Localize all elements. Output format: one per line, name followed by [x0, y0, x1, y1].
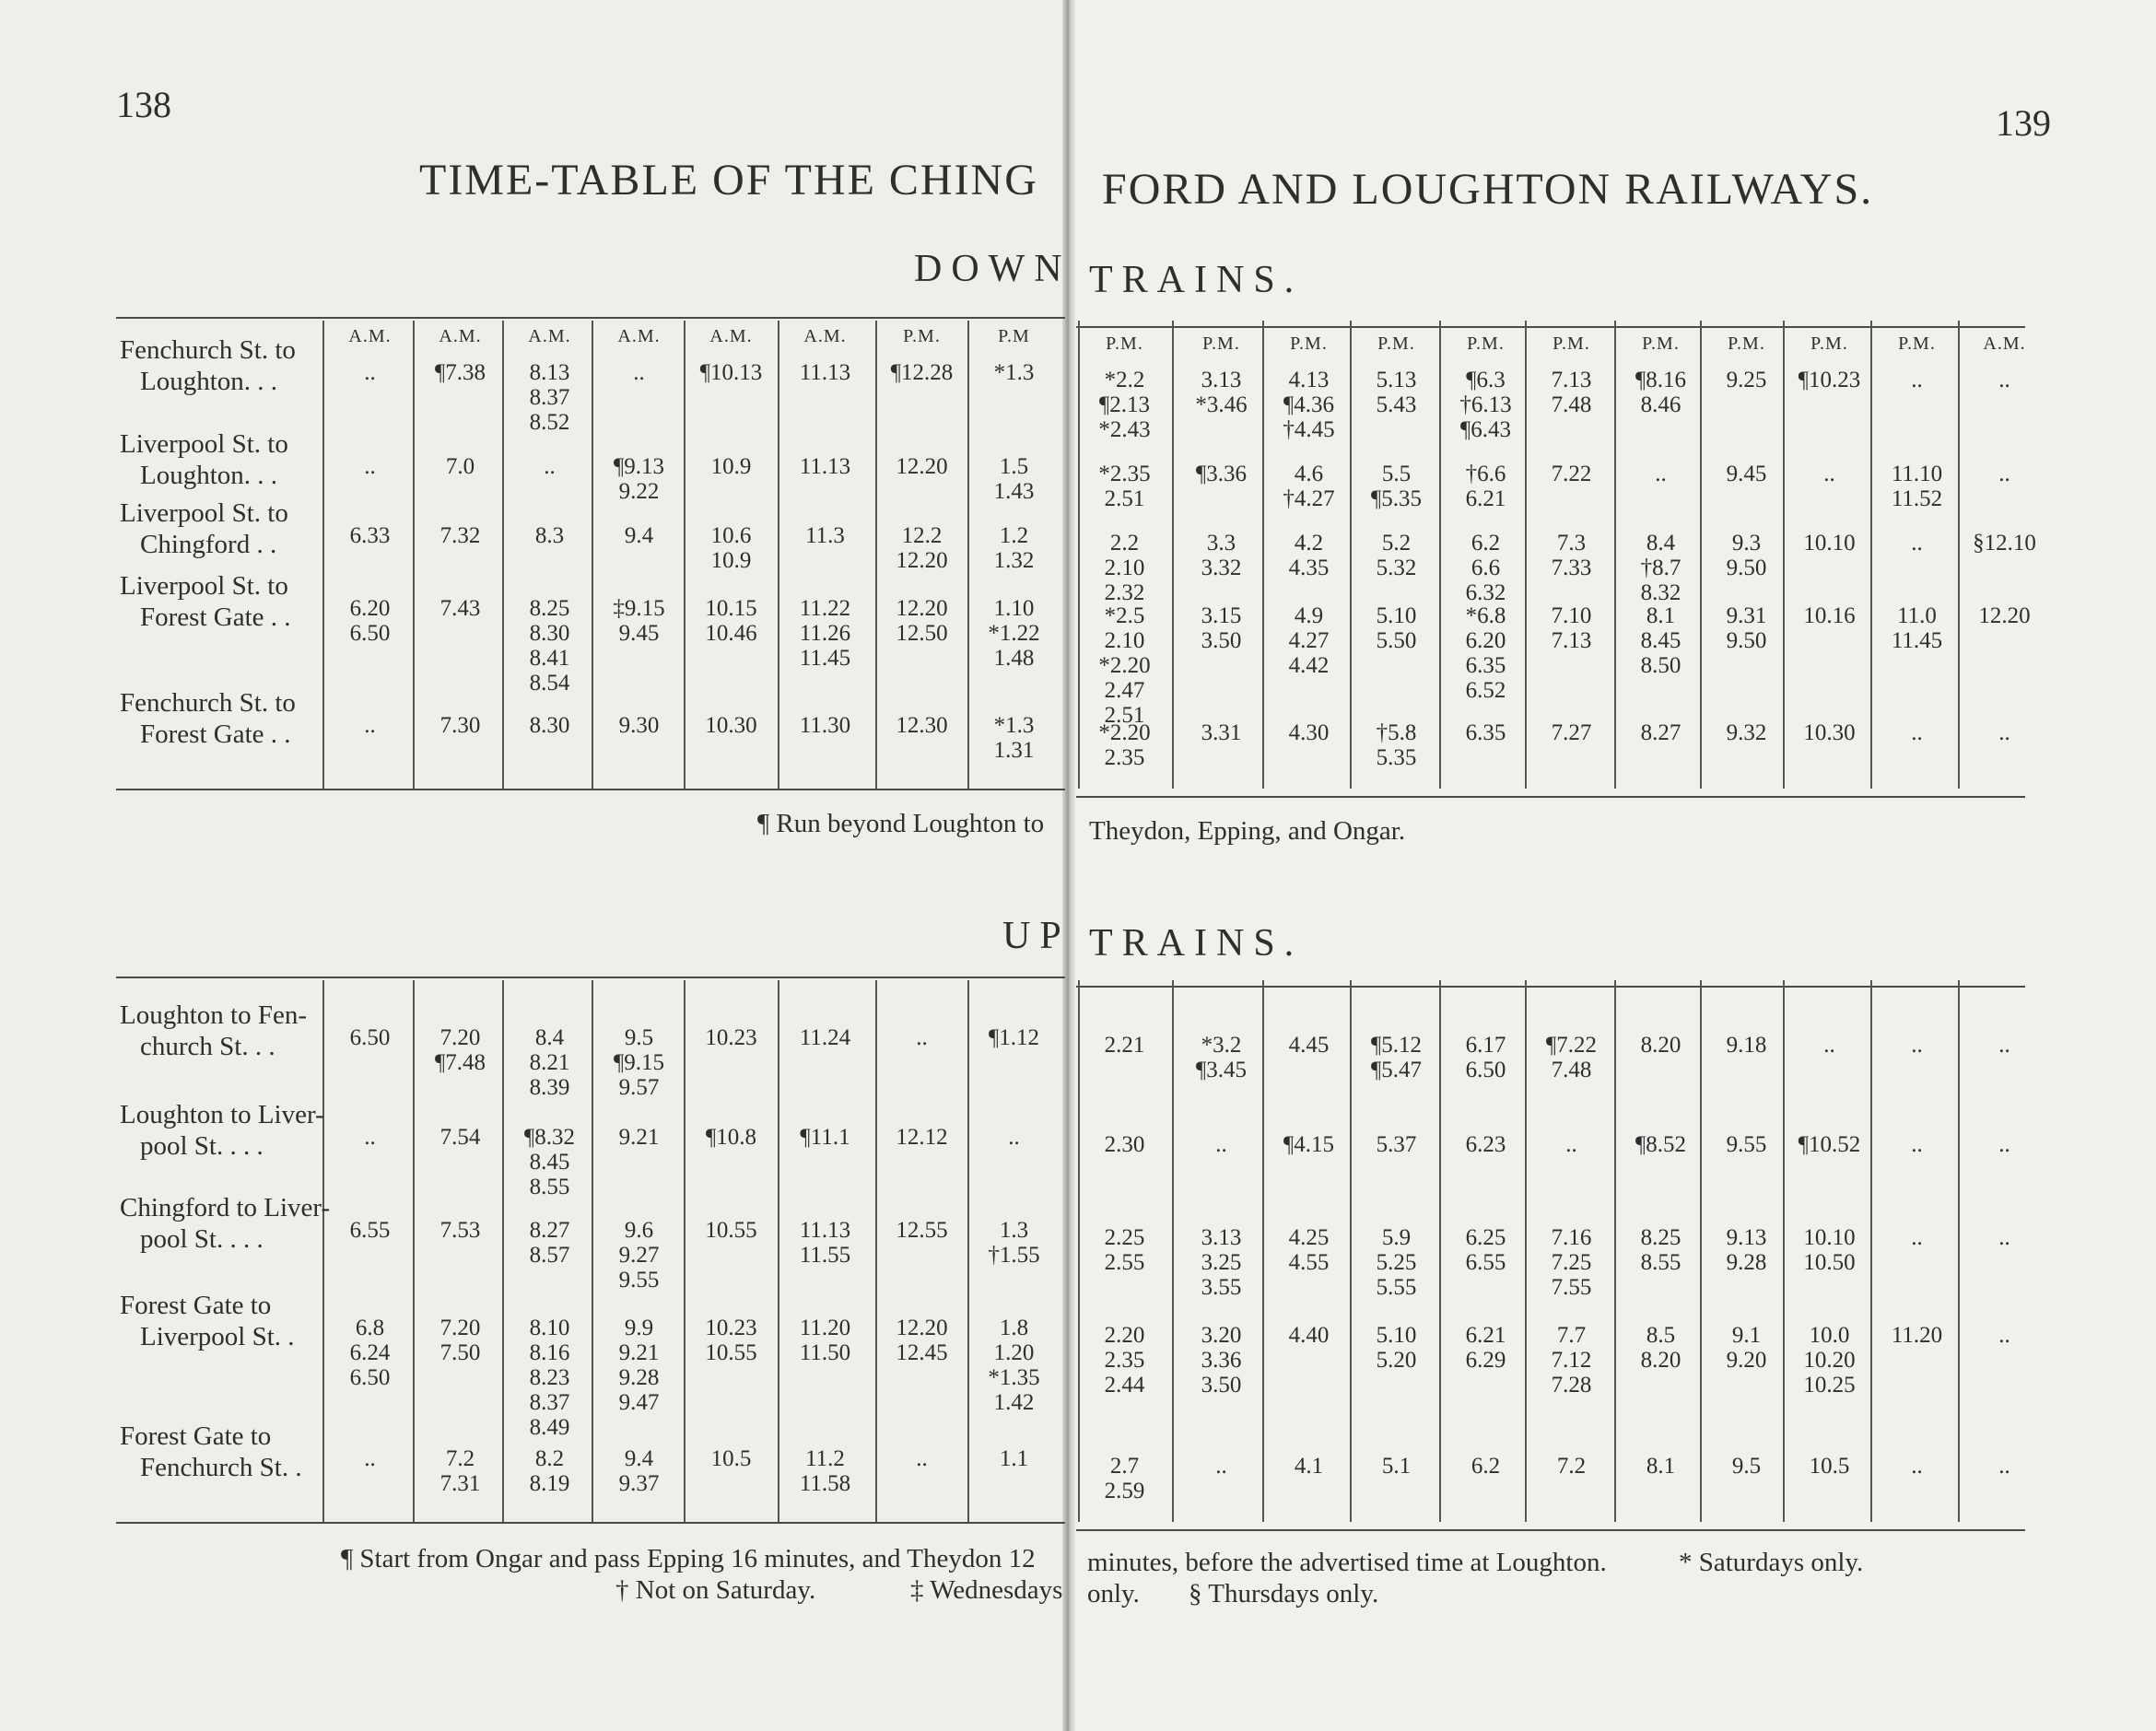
down-station-line2: Chingford . .: [140, 530, 277, 559]
up-time-cell: ..: [364, 1125, 376, 1150]
down-time-cell: 4.13 ¶4.36 †4.45: [1283, 368, 1335, 442]
page-number-left: 138: [116, 84, 171, 125]
up-time-cell: 5.37: [1376, 1132, 1417, 1157]
down-time-cell: ..: [633, 360, 645, 385]
up-time-cell: 12.20 12.45: [896, 1316, 948, 1365]
down-time-cell: 10.30: [1803, 720, 1856, 745]
down-time-cell: ..: [364, 454, 376, 479]
title-right: FORD AND LOUGHTON RAILWAYS.: [1102, 165, 1874, 214]
down-time-cell: 7.30: [439, 713, 481, 738]
up-time-cell: 12.55: [896, 1218, 948, 1243]
down-time-cell: 9.32: [1726, 720, 1767, 745]
down-time-cell: 12.30: [896, 713, 948, 738]
down-column-rule: [875, 321, 877, 789]
down-time-cell: 5.5 ¶5.35: [1370, 462, 1423, 511]
down-station-line2: Loughton. . .: [140, 461, 278, 490]
up-time-cell: ..: [1911, 1132, 1923, 1157]
down-column-header: P.M.: [1377, 333, 1415, 354]
down-time-cell: ..: [364, 360, 376, 385]
not-on-saturday-note: † Not on Saturday.: [615, 1575, 816, 1605]
down-time-cell: 2.2 2.10 2.32: [1104, 531, 1145, 605]
page-number-right: 139: [1996, 102, 2051, 144]
up-time-cell: 9.21: [618, 1125, 660, 1150]
down-time-cell: ¶10.23: [1798, 368, 1861, 392]
up-time-cell: 12.12: [896, 1125, 948, 1150]
down-time-cell: ..: [1998, 720, 2010, 745]
down-column-rule: [322, 321, 324, 789]
down-time-cell: ..: [1998, 462, 2010, 486]
up-time-cell: 7.2 7.31: [439, 1446, 481, 1496]
down-column-rule: [967, 321, 969, 789]
up-note-line1-left: ¶ Start from Ongar and pass Epping 16 minutes, and Theydon 12: [341, 1544, 1036, 1573]
down-time-cell: 6.2 6.6 6.32: [1465, 531, 1506, 605]
up-time-cell: 8.5 8.20: [1640, 1323, 1681, 1373]
up-time-cell: 1.8 1.20 *1.35 1.42: [988, 1316, 1040, 1415]
up-heading-right: TRAINS.: [1089, 922, 1304, 965]
down-time-cell: 11.13: [799, 454, 851, 479]
up-time-cell: 5.9 5.25 5.55: [1376, 1225, 1417, 1300]
up-time-cell: 7.2: [1556, 1454, 1587, 1479]
up-time-cell: 3.13 3.25 3.55: [1201, 1225, 1242, 1300]
up-time-cell: 2.30: [1104, 1132, 1145, 1157]
down-station-line2: Loughton. . .: [140, 367, 278, 396]
up-time-cell: 7.16 7.25 7.55: [1551, 1225, 1592, 1300]
down-time-cell: ¶3.36: [1195, 462, 1248, 486]
up-time-cell: ¶10.52: [1798, 1132, 1861, 1157]
up-time-cell: 1.3 †1.55: [988, 1218, 1040, 1268]
up-time-cell: 6.55: [349, 1218, 391, 1243]
up-time-cell: ..: [1008, 1125, 1020, 1150]
up-station-line2: pool St. . . .: [140, 1224, 264, 1254]
up-time-cell: ¶1.12: [988, 1025, 1040, 1050]
down-time-cell: ..: [364, 713, 376, 738]
down-time-cell: 1.5 1.43: [993, 454, 1035, 504]
up-station-line1: Loughton to Liver-: [120, 1100, 324, 1129]
up-heading-left: UP: [1002, 915, 1071, 957]
down-time-cell: 3.31: [1201, 720, 1242, 745]
up-time-cell: 5.10 5.20: [1376, 1323, 1417, 1373]
down-time-cell: 12.20 12.50: [896, 596, 948, 646]
down-column-header: A.M.: [803, 326, 847, 346]
up-column-rule: [1172, 980, 1174, 1522]
up-time-cell: ..: [364, 1446, 376, 1471]
up-note-line1-right: minutes, before the advertised time at Loughton.: [1087, 1548, 1607, 1577]
down-time-cell: 11.10 11.52: [1891, 462, 1943, 511]
up-time-cell: 6.8 6.24 6.50: [349, 1316, 391, 1390]
down-time-cell: 8.1 8.45 8.50: [1640, 603, 1681, 678]
up-time-cell: 10.10 10.50: [1803, 1225, 1856, 1275]
up-time-cell: 9.9 9.21 9.28 9.47: [618, 1316, 660, 1415]
down-column-header: P.M.: [1106, 333, 1143, 354]
down-time-cell: 7.3 7.33: [1551, 531, 1592, 580]
down-station-line1: Liverpool St. to: [120, 498, 288, 528]
up-column-rule: [1078, 980, 1080, 1522]
up-time-cell: 9.6 9.27 9.55: [618, 1218, 660, 1292]
down-time-cell: ..: [1655, 462, 1667, 486]
down-time-cell: 8.30: [529, 713, 570, 738]
up-time-cell: ¶5.12 ¶5.47: [1370, 1033, 1423, 1082]
up-time-cell: 6.23: [1465, 1132, 1506, 1157]
down-time-cell: 7.27: [1551, 720, 1592, 745]
down-column-header: P.M.: [903, 326, 941, 346]
down-column-rule: [1172, 321, 1174, 789]
down-time-cell: 10.10: [1803, 531, 1856, 556]
down-time-cell: ¶9.13 9.22: [613, 454, 665, 504]
up-time-cell: 9.5: [1731, 1454, 1762, 1479]
down-time-cell: ¶10.13: [699, 360, 763, 385]
up-time-cell: ..: [1215, 1132, 1227, 1157]
down-station-line1: Liverpool St. to: [120, 571, 288, 601]
down-column-header: P.M.: [1553, 333, 1590, 354]
up-station-line1: Loughton to Fen-: [120, 1000, 307, 1030]
up-column-rule: [967, 980, 969, 1522]
down-time-cell: 10.30: [705, 713, 757, 738]
down-column-header: A.M.: [1983, 333, 2026, 354]
up-time-cell: 11.2 11.58: [799, 1446, 851, 1496]
down-time-cell: 10.16: [1803, 603, 1856, 628]
up-time-cell: ..: [1215, 1454, 1227, 1479]
down-time-cell: 11.3: [805, 523, 845, 548]
up-station-line2: Liverpool St. .: [140, 1322, 295, 1351]
down-time-cell: 10.9: [710, 454, 752, 479]
down-time-cell: 5.10 5.50: [1376, 603, 1417, 653]
down-station-line1: Fenchurch St. to: [120, 335, 296, 365]
down-time-cell: *1.3 1.31: [993, 713, 1035, 763]
up-time-cell: 7.54: [439, 1125, 481, 1150]
up-time-cell: 6.17 6.50: [1465, 1033, 1506, 1082]
up-time-cell: 7.53: [439, 1218, 481, 1243]
down-time-cell: *2.35 2.51: [1098, 462, 1151, 511]
down-station-line2: Forest Gate . .: [140, 602, 291, 632]
up-time-cell: 10.0 10.20 10.25: [1803, 1323, 1856, 1398]
up-column-rule: [875, 980, 877, 1522]
up-time-cell: 3.20 3.36 3.50: [1201, 1323, 1242, 1398]
up-time-cell: 9.13 9.28: [1726, 1225, 1767, 1275]
up-time-cell: 2.25 2.55: [1104, 1225, 1145, 1275]
down-time-cell: 6.20 6.50: [349, 596, 391, 646]
up-column-rule: [1958, 980, 1960, 1522]
down-time-cell: *1.3: [993, 360, 1035, 385]
down-time-cell: ¶7.38: [434, 360, 486, 385]
down-time-cell: 5.13 5.43: [1376, 368, 1417, 417]
up-time-cell: 4.40: [1288, 1323, 1330, 1348]
down-station-line1: Liverpool St. to: [120, 429, 288, 459]
up-time-cell: 7.20 ¶7.48: [434, 1025, 486, 1075]
up-time-cell: 8.27 8.57: [529, 1218, 570, 1268]
up-time-cell: 9.55: [1726, 1132, 1767, 1157]
up-column-rule: [778, 980, 779, 1522]
down-time-cell: *6.8 6.20 6.35 6.52: [1465, 603, 1506, 703]
up-top-rule-left: [116, 977, 1065, 978]
up-time-cell: ..: [1911, 1033, 1923, 1058]
down-column-rule: [1078, 321, 1080, 789]
up-time-cell: ¶7.22 7.48: [1545, 1033, 1598, 1082]
down-column-header: P.M: [998, 326, 1030, 346]
down-time-cell: 8.25 8.30 8.41 8.54: [529, 596, 570, 696]
down-column-header: P.M.: [1898, 333, 1936, 354]
down-time-cell: 11.0 11.45: [1891, 603, 1943, 653]
down-time-cell: 7.43: [439, 596, 481, 621]
down-time-cell: ‡9.15 9.45: [613, 596, 665, 646]
up-time-cell: 8.10 8.16 8.23 8.37 8.49: [529, 1316, 570, 1440]
down-column-rule: [684, 321, 685, 789]
up-time-cell: 2.20 2.35 2.44: [1104, 1323, 1145, 1398]
down-time-cell: 9.4: [624, 523, 654, 548]
down-column-header: P.M.: [1728, 333, 1765, 354]
up-station-line2: church St. . .: [140, 1032, 275, 1061]
up-time-cell: 7.20 7.50: [439, 1316, 481, 1365]
thursdays-note: § Thursdays only.: [1189, 1579, 1379, 1608]
up-time-cell: 2.21: [1104, 1033, 1145, 1058]
up-time-cell: 9.4 9.37: [618, 1446, 660, 1496]
up-station-line1: Forest Gate to: [120, 1421, 272, 1451]
down-time-cell: 9.30: [618, 713, 660, 738]
up-time-cell: ..: [1998, 1225, 2010, 1250]
down-time-cell: 7.32: [439, 523, 481, 548]
down-time-cell: ..: [1911, 531, 1923, 556]
down-time-cell: 8.4 †8.7 8.32: [1640, 531, 1681, 605]
down-time-cell: †6.6 6.21: [1465, 462, 1506, 511]
down-time-cell: 10.6 10.9: [710, 523, 752, 573]
down-time-cell: 11.13: [799, 360, 851, 385]
down-time-cell: 7.10 7.13: [1551, 603, 1592, 653]
down-time-cell: 9.45: [1726, 462, 1767, 486]
down-time-cell: ¶8.16 8.46: [1635, 368, 1687, 417]
down-time-cell: 8.13 8.37 8.52: [529, 360, 570, 435]
up-time-cell: ..: [1998, 1454, 2010, 1479]
up-time-cell: ¶8.52: [1635, 1132, 1687, 1157]
down-column-header: A.M.: [439, 326, 482, 346]
down-time-cell: 1.10 *1.22 1.48: [988, 596, 1040, 671]
down-column-header: A.M.: [617, 326, 661, 346]
up-time-cell: ..: [1998, 1033, 2010, 1058]
up-time-cell: 11.20 11.50: [799, 1316, 851, 1365]
down-bottom-rule-right: [1076, 796, 2025, 798]
saturdays-note: * Saturdays only.: [1679, 1548, 1864, 1577]
down-heading-right: TRAINS.: [1089, 259, 1304, 301]
down-time-cell: 6.35: [1465, 720, 1506, 745]
down-time-cell: 4.2 4.35: [1288, 531, 1330, 580]
down-time-cell: 9.25: [1726, 368, 1767, 392]
down-bottom-rule-left: [116, 789, 1065, 790]
down-column-header: P.M.: [1810, 333, 1848, 354]
up-time-cell: ¶8.32 8.45 8.55: [523, 1125, 576, 1199]
down-time-cell: 5.2 5.32: [1376, 531, 1417, 580]
up-time-cell: 8.20: [1640, 1033, 1681, 1058]
up-time-cell: 11.13 11.55: [799, 1218, 851, 1268]
down-time-cell: 9.31 9.50: [1726, 603, 1767, 653]
down-time-cell: †5.8 5.35: [1376, 720, 1417, 770]
up-time-cell: ..: [1998, 1323, 2010, 1348]
wednesdays-note: ‡ Wednesdays: [910, 1575, 1063, 1605]
down-time-cell: ..: [544, 454, 556, 479]
up-time-cell: ..: [1565, 1132, 1577, 1157]
up-time-cell: 9.1 9.20: [1726, 1323, 1767, 1373]
down-time-cell: ..: [1911, 720, 1923, 745]
down-time-cell: ..: [1998, 368, 2010, 392]
down-time-cell: 10.15 10.46: [705, 596, 757, 646]
down-column-header: P.M.: [1202, 333, 1240, 354]
down-column-rule: [778, 321, 779, 789]
down-time-cell: 12.2 12.20: [896, 523, 948, 573]
up-time-cell: 11.20: [1891, 1323, 1943, 1348]
up-time-cell: 5.1: [1381, 1454, 1412, 1479]
down-time-cell: 12.20: [896, 454, 948, 479]
down-time-cell: 9.3 9.50: [1726, 531, 1767, 580]
up-time-cell: ¶11.1: [800, 1125, 850, 1150]
down-time-cell: *2.2 ¶2.13 *2.43: [1098, 368, 1151, 442]
down-time-cell: 12.20: [1978, 603, 2031, 628]
down-top-rule-left: [116, 317, 1065, 319]
down-time-cell: ¶6.3 †6.13 ¶6.43: [1459, 368, 1512, 442]
up-time-cell: 8.1: [1646, 1454, 1676, 1479]
up-time-cell: ..: [1823, 1033, 1835, 1058]
up-time-cell: 1.1: [999, 1446, 1029, 1471]
down-time-cell: 11.22 11.26 11.45: [799, 596, 851, 671]
up-time-cell: 10.55: [705, 1218, 757, 1243]
up-time-cell: 2.7 2.59: [1104, 1454, 1145, 1503]
up-time-cell: 6.2: [1471, 1454, 1501, 1479]
up-time-cell: 8.2 8.19: [529, 1446, 570, 1496]
up-station-line2: Fenchurch St. .: [140, 1453, 302, 1482]
down-time-cell: 4.9 4.27 4.42: [1288, 603, 1330, 678]
down-top-rule-right: [1076, 326, 2025, 328]
down-time-cell: 8.3: [534, 523, 565, 548]
up-time-cell: 10.5: [1809, 1454, 1850, 1479]
up-time-cell: 6.50: [349, 1025, 391, 1050]
up-time-cell: ..: [1911, 1454, 1923, 1479]
only-note: only.: [1087, 1579, 1140, 1608]
down-time-cell: 6.33: [349, 523, 391, 548]
up-station-line1: Forest Gate to: [120, 1291, 272, 1320]
up-time-cell: 10.5: [710, 1446, 752, 1471]
down-time-cell: 4.30: [1288, 720, 1330, 745]
down-time-cell: *2.5 2.10 *2.20 2.47 2.51: [1098, 603, 1151, 728]
up-time-cell: 11.24: [799, 1025, 851, 1050]
down-time-cell: 4.6 †4.27: [1283, 462, 1335, 511]
down-note-right: Theydon, Epping, and Ongar.: [1089, 816, 1406, 846]
down-heading-left: DOWN: [914, 248, 1072, 290]
down-time-cell: 11.30: [799, 713, 851, 738]
down-time-cell: 8.27: [1640, 720, 1681, 745]
up-column-rule: [684, 980, 685, 1522]
up-station-line2: pool St. . . .: [140, 1131, 264, 1161]
down-column-header: A.M.: [709, 326, 753, 346]
up-time-cell: 6.21 6.29: [1465, 1323, 1506, 1373]
up-time-cell: 9.18: [1726, 1033, 1767, 1058]
down-time-cell: ..: [1823, 462, 1835, 486]
down-note-left: ¶ Run beyond Loughton to: [757, 809, 1045, 838]
up-time-cell: *3.2 ¶3.45: [1195, 1033, 1248, 1082]
down-station-line1: Fenchurch St. to: [120, 688, 296, 718]
down-time-cell: 3.13 *3.46: [1195, 368, 1248, 417]
down-time-cell: 7.22: [1551, 462, 1592, 486]
up-time-cell: ..: [916, 1025, 928, 1050]
down-time-cell: ..: [1911, 368, 1923, 392]
up-time-cell: 4.1: [1294, 1454, 1324, 1479]
down-time-cell: ¶12.28: [890, 360, 954, 385]
down-time-cell: 1.2 1.32: [993, 523, 1035, 573]
title-left: TIME-TABLE OF THE CHING: [419, 156, 1038, 205]
up-top-rule-right: [1076, 986, 2025, 988]
up-time-cell: 7.7 7.12 7.28: [1551, 1323, 1592, 1398]
up-time-cell: ¶10.8: [705, 1125, 757, 1150]
up-time-cell: 8.25 8.55: [1640, 1225, 1681, 1275]
down-column-header: A.M.: [528, 326, 571, 346]
down-time-cell: *2.20 2.35: [1098, 720, 1151, 770]
down-column-header: A.M.: [348, 326, 392, 346]
down-station-line2: Forest Gate . .: [140, 719, 291, 749]
down-time-cell: 3.15 3.50: [1201, 603, 1242, 653]
up-bottom-rule-right: [1076, 1529, 2025, 1531]
down-time-cell: 7.13 7.48: [1551, 368, 1592, 417]
up-time-cell: 6.25 6.55: [1465, 1225, 1506, 1275]
up-column-rule: [322, 980, 324, 1522]
down-time-cell: §12.10: [1973, 531, 2036, 556]
up-time-cell: 10.23: [705, 1025, 757, 1050]
up-time-cell: 9.5 ¶9.15 9.57: [613, 1025, 665, 1100]
up-time-cell: ¶4.15: [1283, 1132, 1335, 1157]
up-time-cell: ..: [1911, 1225, 1923, 1250]
up-column-rule: [413, 980, 415, 1522]
up-time-cell: 10.23 10.55: [705, 1316, 757, 1365]
down-time-cell: 3.3 3.32: [1201, 531, 1242, 580]
up-time-cell: ..: [916, 1446, 928, 1471]
down-column-header: P.M.: [1290, 333, 1328, 354]
up-time-cell: 4.25 4.55: [1288, 1225, 1330, 1275]
down-column-header: P.M.: [1642, 333, 1680, 354]
up-time-cell: 8.4 8.21 8.39: [529, 1025, 570, 1100]
up-bottom-rule-left: [116, 1522, 1065, 1524]
up-time-cell: ..: [1998, 1132, 2010, 1157]
up-time-cell: 4.45: [1288, 1033, 1330, 1058]
down-column-header: P.M.: [1467, 333, 1505, 354]
up-station-line1: Chingford to Liver-: [120, 1193, 331, 1222]
down-time-cell: 7.0: [445, 454, 475, 479]
